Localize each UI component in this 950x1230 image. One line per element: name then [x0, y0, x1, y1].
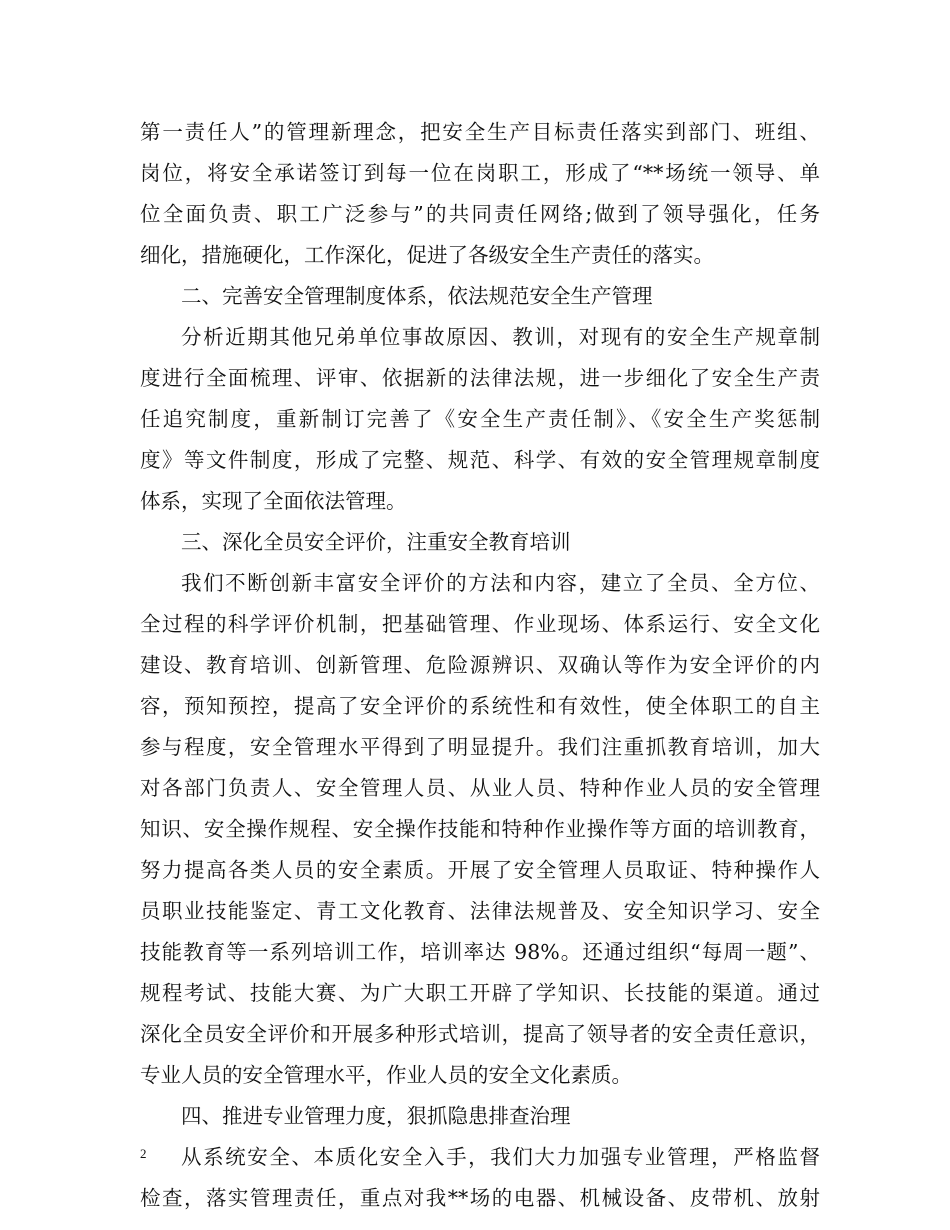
paragraph-line: 专业人员的安全管理水平，作业人员的安全文化素质。 — [140, 1063, 632, 1087]
paragraph-line: 参与程度，安全管理水平得到了明显提升。我们注重抓教育培训，加大 — [140, 735, 820, 759]
paragraph-line: 规程考试、技能大赛、为广大职工开辟了学知识、长技能的渠道。通过 — [140, 981, 820, 1005]
paragraph-line: 从系统安全、本质化安全入手，我们大力加强专业管理，严格监督 — [181, 1145, 820, 1169]
paragraph-line: 努力提高各类人员的安全素质。开展了安全管理人员取证、特种操作人 — [140, 858, 820, 882]
paragraph-line: 员职业技能鉴定、青工文化教育、法律法规普及、安全知识学习、安全 — [140, 899, 820, 923]
paragraph-line: 细化，措施硬化，工作深化，促进了各级安全生产责任的落实。 — [140, 243, 714, 267]
paragraph-line: 容，预知预控，提高了安全评价的系统性和有效性，使全体职工的自主 — [140, 694, 820, 718]
section-heading: 二、完善安全管理制度体系，依法规范安全生产管理 — [181, 284, 653, 308]
paragraph-line: 我们不断创新丰富安全评价的方法和内容，建立了全员、全方位、 — [181, 571, 820, 595]
paragraph-line: 分析近期其他兄弟单位事故原因、教训，对现有的安全生产规章制 — [181, 325, 820, 349]
paragraph-line: 知识、安全操作规程、安全操作技能和特种作业操作等方面的培训教育， — [140, 817, 820, 841]
paragraph-line: 度进行全面梳理、评审、依据新的法律法规，进一步细化了安全生产责 — [140, 366, 820, 390]
paragraph-line: 检查，落实管理责任，重点对我**场的电器、机械设备、皮带机、放射 — [140, 1186, 820, 1210]
paragraph-line: 位全面负责、职工广泛参与”的共同责任网络;做到了领导强化，任务 — [140, 202, 820, 226]
section-heading: 三、深化全员安全评价，注重安全教育培训 — [181, 530, 571, 554]
paragraph-line: 对各部门负责人、安全管理人员、从业人员、特种作业人员的安全管理 — [140, 776, 820, 800]
paragraph-line: 全过程的科学评价机制，把基础管理、作业现场、体系运行、安全文化 — [140, 612, 820, 636]
page-number: 2 — [140, 1146, 147, 1161]
document-body — [140, 112, 820, 1219]
paragraph-line: 深化全员安全评价和开展多种形式培训，提高了领导者的安全责任意识， — [140, 1022, 820, 1046]
paragraph-line: 第一责任人”的管理新理念，把安全生产目标责任落实到部门、班组、 — [140, 120, 820, 144]
paragraph-line: 体系，实现了全面依法管理。 — [140, 489, 407, 513]
paragraph-line: 任追究制度，重新制订完善了《安全生产责任制》、《安全生产奖惩制 — [140, 407, 820, 431]
paragraph-line: 技能教育等一系列培训工作，培训率达 98%。还通过组织“每周一题”、 — [140, 940, 820, 964]
paragraph-line: 建设、教育培训、创新管理、危险源辨识、双确认等作为安全评价的内 — [140, 653, 820, 677]
paragraph-line: 度》等文件制度，形成了完整、规范、科学、有效的安全管理规章制度 — [140, 448, 820, 472]
paragraph-line: 岗位，将安全承诺签订到每一位在岗职工，形成了“**场统一领导、单 — [140, 161, 820, 185]
section-heading: 四、推进专业管理力度，狠抓隐患排查治理 — [181, 1104, 571, 1128]
